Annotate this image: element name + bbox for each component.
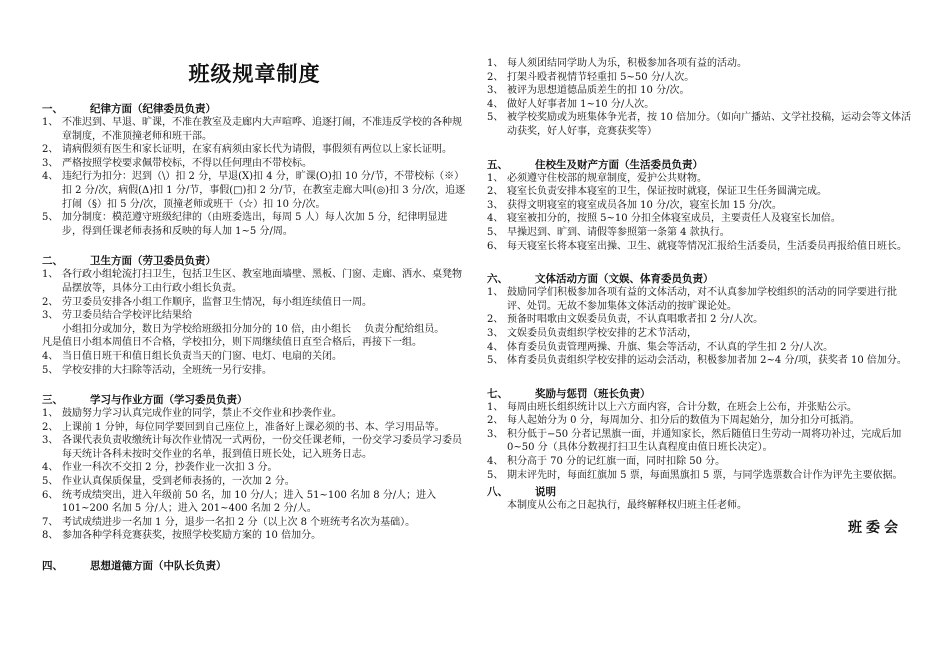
item-number: 1、 xyxy=(42,117,59,128)
item-number: 3、 xyxy=(42,310,59,322)
section-heading xyxy=(42,254,467,268)
item-number: 5、 xyxy=(487,112,504,124)
section-heading xyxy=(487,272,912,286)
right-column xyxy=(487,57,912,537)
item-text: 劳卫委员结合学校评比结果给 xyxy=(62,310,192,322)
item-text: 每人须团结同学助人为乐，积极参加各项有益的活动。 xyxy=(507,58,747,69)
item-number: 5、 xyxy=(487,226,504,238)
item-number: 1、 xyxy=(42,269,59,281)
section-list xyxy=(42,350,467,377)
item-text: 严格按照学校要求佩带校标，不得以任何理由不带校标。 xyxy=(62,157,312,169)
item-text: 参加各种学科竞赛获奖，按照学校奖励方案的 10 倍加分。 xyxy=(62,530,322,542)
left-column xyxy=(42,0,467,573)
list-item xyxy=(487,455,912,469)
item-number: 5、 xyxy=(42,364,59,376)
spacer xyxy=(42,543,467,556)
item-text: 各课代表负责收缴统计每次作业情况一式两份，一份交任课老师，一份交学习委员学习委员每天统计各科未按时交作业的名单，报到值日班长处，记入班务日志。 xyxy=(62,435,462,460)
section-number: 二、 xyxy=(42,255,63,268)
list-item xyxy=(487,111,912,138)
section-rewards xyxy=(487,387,912,483)
section-list xyxy=(487,286,912,368)
list-item xyxy=(42,143,467,157)
item-text: 学校安排的大扫除等活动，全班统一另行安排。 xyxy=(62,364,272,376)
section-title: 说明 xyxy=(535,486,556,499)
item-text: 被学校奖励或为班集体争光者，按 10 倍加分。（如向广播站、文学社投稿，运动会等文体活动获奖，好人好事，竞赛获奖等） xyxy=(507,112,912,137)
list-item xyxy=(487,226,912,240)
item-text: 上课前 1 分钟，每位同学要回到自己座位上，准备好上课必须的书、本、学习用品等。 xyxy=(62,421,445,433)
list-item xyxy=(42,461,467,475)
item-number: 4、 xyxy=(487,341,504,353)
item-text: 必须遵守住校部的规章制度，爱护公共财物。 xyxy=(507,172,707,184)
spacer xyxy=(487,139,912,155)
item-text: 打架斗殴者视情节轻重扣 5~50 分/人次。 xyxy=(507,71,695,83)
list-item xyxy=(487,414,912,428)
paragraph: 凡是值日小组本周值日不合格，学校扣分，则下周继续值日直至合格后，再接下一组。 xyxy=(42,337,422,349)
signature: 班委会 xyxy=(848,519,902,536)
list-item xyxy=(487,57,912,71)
list-item xyxy=(42,516,467,530)
list-item xyxy=(487,401,912,415)
item-number: 2、 xyxy=(42,421,59,433)
section-title: 纪律方面（纪律委员负责） xyxy=(90,103,216,115)
section-list xyxy=(42,116,467,238)
item-text: 积分低于−50 分者记黑旗一面，并通知家长，然后随值日生劳动一周将功补过，完成后加 0~50 分（具体分数视打扫卫生认真程度由值日班长决定）。 xyxy=(507,428,902,454)
list-item xyxy=(487,172,912,186)
paragraph: 小组扣分或加分，数日为学校给班级扣分加分的 10 倍，由小组长 负责分配给组员。 xyxy=(62,323,445,335)
item-number: 8、 xyxy=(42,530,59,542)
item-number: 2、 xyxy=(487,71,504,83)
item-text: 每人起始分为 0 分，每周加分、扣分后的数值为下周起始分，加分扣分可抵消。 xyxy=(507,415,860,427)
section-title: 住校生及财产方面（生活委员负责） xyxy=(535,158,703,171)
section-heading xyxy=(487,485,912,499)
item-text: 寝室长负责安排本寝室的卫生，保证按时就寝，保证卫生任务圆满完成。 xyxy=(507,186,827,198)
item-text: 做好人好事者加 1~10 分/人次。 xyxy=(507,98,655,110)
paragraph: 本制度从公布之日起执行，最终解释权归班主任老师。 xyxy=(507,500,747,512)
spacer xyxy=(487,253,912,269)
item-number: 1、 xyxy=(487,58,504,69)
list-item xyxy=(487,354,912,368)
item-text: 劳卫委员安排各小组工作顺序，监督卫生情况，每小组连续值日一周。 xyxy=(62,296,372,308)
section-title: 卫生方面（劳卫委员负责） xyxy=(90,255,216,268)
item-number: 5、 xyxy=(42,212,59,224)
list-item xyxy=(487,327,912,341)
item-number: 4、 xyxy=(42,171,59,183)
spacer xyxy=(42,377,467,390)
item-text: 加分制度：模范遵守班级纪律的（由班委选出，每周 5 人）每人次加 5 分，纪律明显进步，得到任课老师表扬和反映的每人加 1~5 分/周。 xyxy=(62,212,448,237)
section-number: 六、 xyxy=(487,273,508,286)
item-number: 6、 xyxy=(42,489,59,501)
item-text: 统考成绩突出，进入年级前 50 名，加 10 分/人；进入 51~100 名加 8 分/人；进入 101~200 名加 5 分/人；进入 201~400 名加 2 分/人。 xyxy=(62,489,437,515)
list-item xyxy=(42,407,467,421)
item-number: 3、 xyxy=(42,157,59,169)
section-study xyxy=(42,393,467,543)
item-number: 2、 xyxy=(42,296,59,308)
section-title: 学习与作业方面（学习委员负责） xyxy=(90,394,248,407)
list-item xyxy=(487,212,912,226)
list-item xyxy=(487,185,912,199)
item-text: 作业认真保质保量，受到老师表扬的，一次加 2 分。 xyxy=(62,476,295,488)
section-list xyxy=(487,401,912,483)
list-item xyxy=(42,157,467,171)
section-number: 五、 xyxy=(487,158,508,171)
item-text: 积分高于 70 分的记红旗一面，同时扣除 50 分。 xyxy=(507,456,726,468)
section-notes xyxy=(487,485,912,513)
item-text: 不准迟到、早退、旷课，不准在教室及走廊内大声喧哗、追逐打闹，不准违反学校的各种规章制度，不准顶撞老师和班干部。 xyxy=(62,117,462,142)
section-number: 七、 xyxy=(487,387,508,400)
item-number: 3、 xyxy=(487,327,504,339)
section-morality-list xyxy=(487,57,912,139)
item-number: 4、 xyxy=(487,213,504,225)
item-number: 2、 xyxy=(42,144,59,156)
item-number: 2、 xyxy=(487,186,504,198)
item-number: 1、 xyxy=(42,408,59,420)
spacer xyxy=(42,238,467,251)
item-number: 2、 xyxy=(487,314,504,326)
section-activities xyxy=(487,272,912,368)
list-item xyxy=(487,341,912,355)
item-text: 作业一科次不交扣 2 分，抄袭作业一次扣 3 分。 xyxy=(62,462,278,474)
list-item xyxy=(42,475,467,489)
list-item xyxy=(42,364,467,378)
item-number: 1、 xyxy=(487,287,504,299)
item-text: 早操迟到、旷到、请假等参照第一条第 4 款执行。 xyxy=(507,226,730,238)
section-title: 奖励与惩罚（班长负责） xyxy=(535,387,651,400)
item-text: 考试成绩进步一名加 1 分，退步一名扣 2 分（以上次 8 个班统考名次为基础）。 xyxy=(62,516,416,528)
item-text: 预备时唱歌由文娱委员负责，不认真唱歌者扣 2 分/人次。 xyxy=(507,314,764,326)
item-text: 体育委员负责组织学校安排的运动会活动，积极参加者加 2~4 分/项，获奖者 10 倍加分。 xyxy=(507,355,907,367)
section-title: 文体活动方面（文娱、体育委员负责） xyxy=(535,273,714,286)
list-item xyxy=(42,529,467,543)
item-number: 4、 xyxy=(42,350,59,362)
item-number: 3、 xyxy=(487,199,504,211)
item-number: 1、 xyxy=(487,401,504,413)
section-heading xyxy=(42,559,467,573)
list-item xyxy=(487,240,912,254)
list-item xyxy=(42,268,467,295)
item-text: 违纪行为扣分：迟到（\）扣 2 分，早退(X)扣 4 分，旷课(O)扣 10 分/节，不带校标（※）扣 2 分/次，病假(Δ)扣 1 分/节，事假(□)扣 2 分/节，在教室走廊大叫(◎)扣 3 分/次，追逐打闹（§）扣 5 分/次，顶撞老师或班干（☆）扣 10 分/次。 xyxy=(62,171,466,210)
section-list xyxy=(487,172,912,254)
item-number: 5、 xyxy=(42,476,59,488)
section-number: 一、 xyxy=(42,103,63,115)
list-item xyxy=(487,469,912,483)
section-discipline xyxy=(42,102,467,238)
item-number: 5、 xyxy=(487,469,504,481)
item-number: 6、 xyxy=(487,240,504,252)
list-item xyxy=(42,421,467,435)
section-morality-heading xyxy=(42,559,467,573)
section-heading xyxy=(487,387,912,401)
list-item xyxy=(42,296,467,310)
list-item xyxy=(487,84,912,98)
item-text: 每周由班长组织统计以上六方面内容，合计分数，在班会上公布，并张贴公示。 xyxy=(507,401,857,413)
item-text: 体育委员负责管理两操、升旗、集会等活动，不认真的学生扣 2 分/人次。 xyxy=(507,341,834,353)
section-list xyxy=(42,268,467,322)
item-text: 被评为思想道德品质差生的扣 10 分/次。 xyxy=(507,85,690,97)
item-text: 请病假须有医生和家长证明，在家有病须由家长代为请假，事假须有两位以上家长证明。 xyxy=(62,144,452,156)
item-text: 鼓励同学们积极参加各项有益的文体活动，对不认真参加学校组织的活动的同学要进行批评、处罚。无故不参加集体文体活动的按旷课论处。 xyxy=(507,287,897,312)
item-text: 当日值日班干和值日组长负责当天的门窗、电灯、电扇的关闭。 xyxy=(62,350,342,362)
item-text: 每天寝室长将本寝室出操、卫生、就寝等情况汇报给生活委员，生活委员再报给值日班长。 xyxy=(507,240,907,252)
item-text: 期末评先时，每面红旗加 5 票，每面黑旗扣 5 票，与同学选票数合计作为评先主要依据。 xyxy=(507,469,903,481)
list-item xyxy=(42,309,467,323)
list-item xyxy=(42,170,467,211)
list-item xyxy=(487,71,912,85)
item-number: 1、 xyxy=(487,172,504,184)
item-number: 2、 xyxy=(487,415,504,427)
item-number: 3、 xyxy=(487,85,504,97)
section-heading xyxy=(42,393,467,407)
item-number: 4、 xyxy=(487,456,504,468)
item-text: 寝室被扣分的，按照 5~10 分扣全体寝室成员，主要责任人及寝室长加倍。 xyxy=(507,213,841,225)
list-item xyxy=(487,286,912,313)
list-item xyxy=(487,313,912,327)
section-title: 思想道德方面（中队长负责） xyxy=(90,560,227,573)
list-item xyxy=(487,98,912,112)
section-number: 三、 xyxy=(42,394,63,407)
list-item xyxy=(487,428,912,455)
page-title: 班级规章制度 xyxy=(188,61,321,86)
list-item xyxy=(487,199,912,213)
item-text: 获得文明寝室的寝室成员各加 10 分/次，寝室长加 15 分/次。 xyxy=(507,199,782,211)
section-hygiene xyxy=(42,254,467,377)
item-number: 5、 xyxy=(487,355,504,367)
list-item xyxy=(42,211,467,238)
section-number: 四、 xyxy=(42,560,63,573)
list-item xyxy=(42,434,467,461)
list-item xyxy=(42,489,467,516)
section-heading xyxy=(487,158,912,172)
section-list xyxy=(42,407,467,543)
list-item xyxy=(42,116,467,143)
section-number: 八、 xyxy=(487,486,508,499)
list-item xyxy=(42,350,467,364)
item-number: 3、 xyxy=(42,435,59,447)
item-number: 7、 xyxy=(42,516,59,528)
item-text: 文娱委员负责组织学校安排的艺术节活动， xyxy=(507,327,697,339)
item-number: 4、 xyxy=(487,98,504,110)
section-dorm xyxy=(487,158,912,254)
item-text: 各行政小组轮流打扫卫生，包括卫生区、教室地面墙壁、黑板、门窗、走廊、洒水、桌凳物品摆放等，具体分工由行政小组长负责。 xyxy=(62,269,462,294)
item-number: 3、 xyxy=(487,428,504,440)
section-heading xyxy=(42,102,467,116)
item-text: 鼓励努力学习认真完成作业的同学，禁止不交作业和抄袭作业。 xyxy=(62,408,342,420)
item-number: 4、 xyxy=(42,462,59,474)
spacer xyxy=(487,368,912,384)
